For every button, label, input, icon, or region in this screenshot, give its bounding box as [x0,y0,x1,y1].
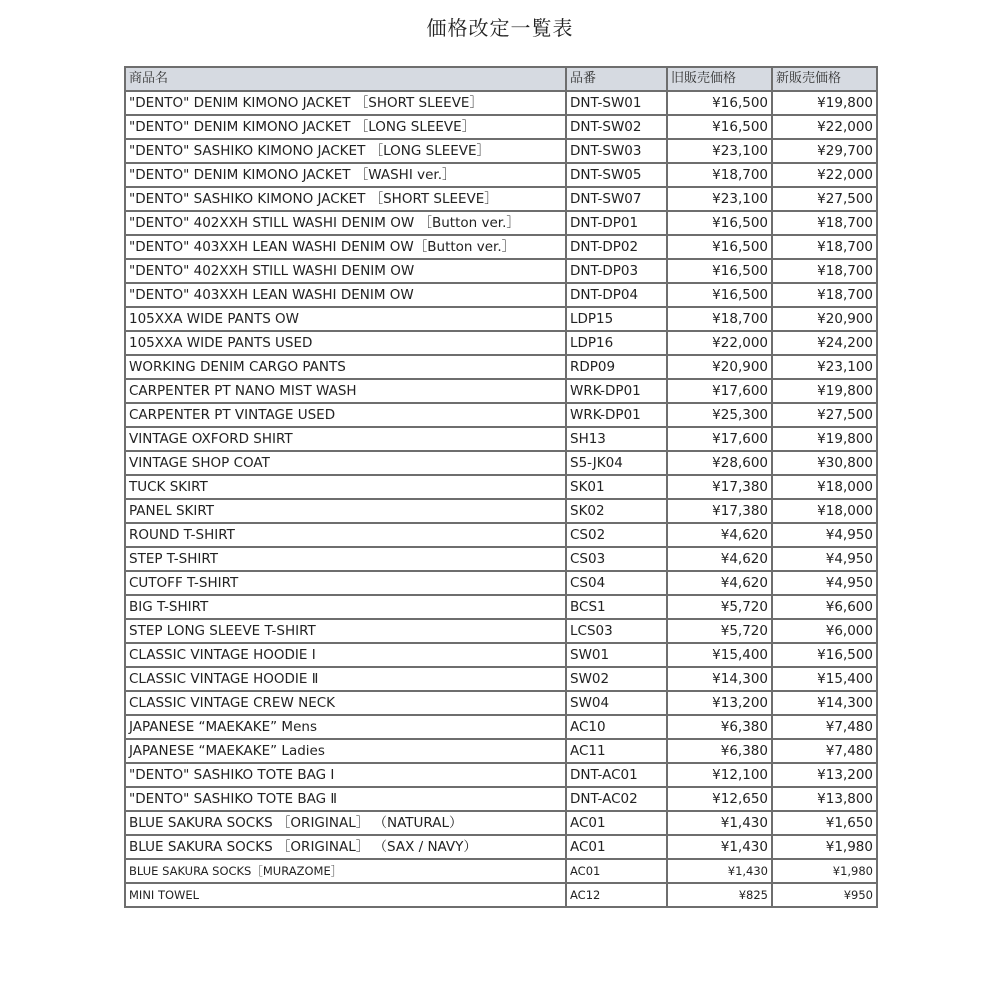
new-price-cell: ¥950 [772,883,877,907]
old-price-cell: ¥22,000 [667,331,772,355]
product-code-cell: WRK-DP01 [566,379,667,403]
table-row [125,883,877,907]
old-price-cell: ¥23,100 [667,139,772,163]
product-name-cell: "DENTO" 402XXH STILL WASHI DENIM OW ［Button ver.］ [125,211,566,235]
product-name-cell: CLASSIC VINTAGE HOODIE Ⅰ [125,643,566,667]
product-name-cell: TUCK SKIRT [125,475,566,499]
table-row [125,211,877,235]
product-code-cell: BCS1 [566,595,667,619]
old-price-cell: ¥12,100 [667,763,772,787]
table-row [125,403,877,427]
table-row [125,331,877,355]
old-price-cell: ¥12,650 [667,787,772,811]
product-code-cell: SW02 [566,667,667,691]
table-row [125,547,877,571]
old-price-cell: ¥13,200 [667,691,772,715]
old-price-cell: ¥16,500 [667,259,772,283]
product-name-cell: BLUE SAKURA SOCKS ［ORIGINAL］ （SAX / NAVY） [125,835,566,859]
table-row [125,859,877,883]
product-name-cell: WORKING DENIM CARGO PANTS [125,355,566,379]
product-code-cell: CS03 [566,547,667,571]
new-price-cell: ¥22,000 [772,163,877,187]
product-code-cell: WRK-DP01 [566,403,667,427]
product-code-cell: AC01 [566,859,667,883]
new-price-cell: ¥18,700 [772,283,877,307]
product-code-cell: DNT-SW05 [566,163,667,187]
product-code-cell: AC01 [566,835,667,859]
product-code-cell: DNT-AC01 [566,763,667,787]
product-name-cell: CARPENTER PT VINTAGE USED [125,403,566,427]
product-code-cell: CS02 [566,523,667,547]
product-name-cell: "DENTO" SASHIKO KIMONO JACKET ［SHORT SLEEVE］ [125,187,566,211]
header-new-price: 新販売価格 [772,67,877,91]
table-row [125,619,877,643]
product-name-cell: VINTAGE SHOP COAT [125,451,566,475]
product-code-cell: LDP15 [566,307,667,331]
new-price-cell: ¥15,400 [772,667,877,691]
old-price-cell: ¥6,380 [667,739,772,763]
new-price-cell: ¥27,500 [772,187,877,211]
new-price-cell: ¥1,980 [772,835,877,859]
old-price-cell: ¥25,300 [667,403,772,427]
new-price-cell: ¥7,480 [772,715,877,739]
new-price-cell: ¥22,000 [772,115,877,139]
product-name-cell: "DENTO" 403XXH LEAN WASHI DENIM OW［Button ver.］ [125,235,566,259]
new-price-cell: ¥13,800 [772,787,877,811]
product-name-cell: STEP T-SHIRT [125,547,566,571]
old-price-cell: ¥4,620 [667,571,772,595]
product-name-cell: "DENTO" DENIM KIMONO JACKET ［SHORT SLEEVE］ [125,91,566,115]
new-price-cell: ¥14,300 [772,691,877,715]
table-row [125,499,877,523]
old-price-cell: ¥16,500 [667,283,772,307]
new-price-cell: ¥23,100 [772,355,877,379]
old-price-cell: ¥23,100 [667,187,772,211]
table-row [125,595,877,619]
product-name-cell: "DENTO" SASHIKO TOTE BAG Ⅰ [125,763,566,787]
table-row [125,811,877,835]
old-price-cell: ¥825 [667,883,772,907]
page-title: 価格改定一覧表 [426,16,574,40]
old-price-cell: ¥5,720 [667,619,772,643]
product-code-cell: DNT-SW03 [566,139,667,163]
product-name-cell: PANEL SKIRT [125,499,566,523]
table-row [125,643,877,667]
header-product-name: 商品名 [125,67,566,91]
new-price-cell: ¥24,200 [772,331,877,355]
table-row [125,187,877,211]
product-code-cell: DNT-SW02 [566,115,667,139]
price-revision-table [124,66,878,908]
product-name-cell: "DENTO" DENIM KIMONO JACKET ［LONG SLEEVE］ [125,115,566,139]
table-row [125,715,877,739]
old-price-cell: ¥17,380 [667,475,772,499]
new-price-cell: ¥18,700 [772,235,877,259]
product-code-cell: RDP09 [566,355,667,379]
new-price-cell: ¥30,800 [772,451,877,475]
product-code-cell: DNT-SW01 [566,91,667,115]
product-code-cell: DNT-AC02 [566,787,667,811]
new-price-cell: ¥6,600 [772,595,877,619]
table-row [125,571,877,595]
product-code-cell: LCS03 [566,619,667,643]
product-name-cell: BLUE SAKURA SOCKS［MURAZOME］ [125,859,566,883]
table-row [125,739,877,763]
product-name-cell: ROUND T-SHIRT [125,523,566,547]
table-row [125,139,877,163]
product-code-cell: AC01 [566,811,667,835]
product-code-cell: SW04 [566,691,667,715]
old-price-cell: ¥6,380 [667,715,772,739]
header-product-code: 品番 [566,67,667,91]
product-name-cell: "DENTO" DENIM KIMONO JACKET ［WASHI ver.］ [125,163,566,187]
product-name-cell: JAPANESE “MAEKAKE” Ladies [125,739,566,763]
table-row [125,667,877,691]
old-price-cell: ¥15,400 [667,643,772,667]
old-price-cell: ¥16,500 [667,115,772,139]
new-price-cell: ¥19,800 [772,379,877,403]
product-name-cell: MINI TOWEL [125,883,566,907]
table-row [125,835,877,859]
old-price-cell: ¥17,600 [667,427,772,451]
table-row [125,691,877,715]
product-code-cell: DNT-DP03 [566,259,667,283]
new-price-cell: ¥19,800 [772,427,877,451]
new-price-cell: ¥18,700 [772,259,877,283]
product-code-cell: AC11 [566,739,667,763]
product-code-cell: SK02 [566,499,667,523]
table-row [125,283,877,307]
table-row [125,91,877,115]
table-row [125,787,877,811]
new-price-cell: ¥13,200 [772,763,877,787]
new-price-cell: ¥4,950 [772,571,877,595]
old-price-cell: ¥4,620 [667,523,772,547]
product-name-cell: STEP LONG SLEEVE T-SHIRT [125,619,566,643]
new-price-cell: ¥18,000 [772,499,877,523]
table-row [125,523,877,547]
product-code-cell: CS04 [566,571,667,595]
old-price-cell: ¥16,500 [667,235,772,259]
product-name-cell: BIG T-SHIRT [125,595,566,619]
product-code-cell: DNT-DP01 [566,211,667,235]
old-price-cell: ¥18,700 [667,163,772,187]
old-price-cell: ¥16,500 [667,211,772,235]
product-code-cell: LDP16 [566,331,667,355]
old-price-cell: ¥18,700 [667,307,772,331]
new-price-cell: ¥16,500 [772,643,877,667]
table-row [125,763,877,787]
old-price-cell: ¥1,430 [667,811,772,835]
product-code-cell: AC12 [566,883,667,907]
product-name-cell: JAPANESE “MAEKAKE” Mens [125,715,566,739]
product-name-cell: "DENTO" SASHIKO TOTE BAG Ⅱ [125,787,566,811]
old-price-cell: ¥17,600 [667,379,772,403]
product-code-cell: DNT-SW07 [566,187,667,211]
table-body [125,91,877,907]
table-header-row [125,67,877,91]
new-price-cell: ¥27,500 [772,403,877,427]
table-row [125,163,877,187]
table-row [125,475,877,499]
product-code-cell: DNT-DP02 [566,235,667,259]
product-name-cell: 105XXA WIDE PANTS OW [125,307,566,331]
product-code-cell: DNT-DP04 [566,283,667,307]
table-row [125,427,877,451]
new-price-cell: ¥19,800 [772,91,877,115]
product-name-cell: CLASSIC VINTAGE CREW NECK [125,691,566,715]
old-price-cell: ¥5,720 [667,595,772,619]
product-name-cell: CUTOFF T-SHIRT [125,571,566,595]
new-price-cell: ¥4,950 [772,523,877,547]
new-price-cell: ¥18,000 [772,475,877,499]
table-row [125,115,877,139]
old-price-cell: ¥4,620 [667,547,772,571]
old-price-cell: ¥14,300 [667,667,772,691]
old-price-cell: ¥1,430 [667,859,772,883]
header-old-price: 旧販売価格 [667,67,772,91]
old-price-cell: ¥28,600 [667,451,772,475]
product-code-cell: SK01 [566,475,667,499]
product-code-cell: AC10 [566,715,667,739]
new-price-cell: ¥1,980 [772,859,877,883]
product-name-cell: CLASSIC VINTAGE HOODIE Ⅱ [125,667,566,691]
old-price-cell: ¥16,500 [667,91,772,115]
table-row [125,235,877,259]
new-price-cell: ¥7,480 [772,739,877,763]
product-name-cell: CARPENTER PT NANO MIST WASH [125,379,566,403]
table-row [125,355,877,379]
old-price-cell: ¥20,900 [667,355,772,379]
old-price-cell: ¥1,430 [667,835,772,859]
product-name-cell: "DENTO" 403XXH LEAN WASHI DENIM OW [125,283,566,307]
table-row [125,451,877,475]
product-code-cell: SW01 [566,643,667,667]
product-code-cell: SH13 [566,427,667,451]
product-name-cell: "DENTO" SASHIKO KIMONO JACKET ［LONG SLEEVE］ [125,139,566,163]
product-name-cell: BLUE SAKURA SOCKS ［ORIGINAL］ （NATURAL） [125,811,566,835]
new-price-cell: ¥18,700 [772,211,877,235]
table-row [125,259,877,283]
new-price-cell: ¥20,900 [772,307,877,331]
new-price-cell: ¥1,650 [772,811,877,835]
new-price-cell: ¥4,950 [772,547,877,571]
table-row [125,379,877,403]
product-code-cell: S5-JK04 [566,451,667,475]
product-name-cell: 105XXA WIDE PANTS USED [125,331,566,355]
product-name-cell: VINTAGE OXFORD SHIRT [125,427,566,451]
table-row [125,307,877,331]
product-name-cell: "DENTO" 402XXH STILL WASHI DENIM OW [125,259,566,283]
old-price-cell: ¥17,380 [667,499,772,523]
new-price-cell: ¥29,700 [772,139,877,163]
new-price-cell: ¥6,000 [772,619,877,643]
